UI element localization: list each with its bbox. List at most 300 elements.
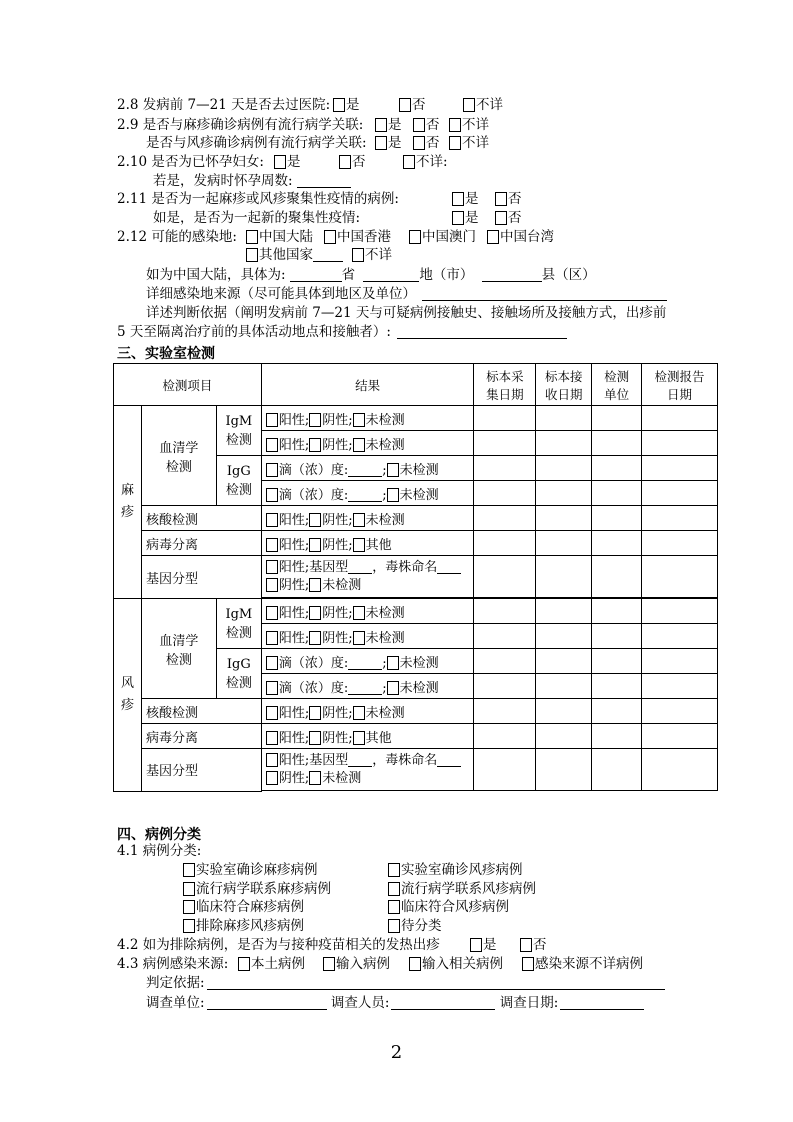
date-cell[interactable] <box>642 624 718 649</box>
checkbox[interactable] <box>413 136 425 150</box>
checkbox[interactable] <box>266 771 278 785</box>
isolation-label: 病毒分离 <box>141 531 261 556</box>
strain-field[interactable] <box>437 559 461 574</box>
checkbox[interactable] <box>375 136 387 150</box>
checkbox[interactable] <box>246 230 258 244</box>
option-label: 未检测 <box>365 512 405 528</box>
checkbox[interactable] <box>266 513 278 527</box>
option-label: 不详 <box>462 117 489 133</box>
option-label: 未检测 <box>365 437 405 453</box>
checkbox[interactable] <box>266 656 278 670</box>
checkbox[interactable] <box>353 413 365 427</box>
investigation-date-label: 调查日期: <box>499 995 559 1011</box>
cell-text: IgG <box>226 463 251 479</box>
checkbox[interactable] <box>309 538 321 552</box>
checkbox[interactable] <box>487 230 499 244</box>
classification-left-1 <box>183 861 318 879</box>
checkbox[interactable] <box>409 230 421 244</box>
section-4-heading: 四、病例分类 <box>117 827 201 843</box>
option-label: 阳性; <box>278 512 310 528</box>
option-label: 是 <box>388 117 402 133</box>
date-cell[interactable] <box>642 406 718 431</box>
date-cell[interactable] <box>536 406 592 431</box>
checkbox[interactable] <box>238 957 250 971</box>
result-cell <box>261 674 474 699</box>
q2-12-label: 2.12 可能的感染地: <box>117 229 237 245</box>
date-cell[interactable] <box>474 506 536 531</box>
option-label: 不详 <box>476 97 503 113</box>
option-label: 否 <box>426 117 440 133</box>
county-label: 县（区） <box>541 267 596 283</box>
option-label: 阳性; <box>278 437 310 453</box>
q2-10-weeks-row <box>153 172 351 190</box>
checkbox[interactable] <box>388 900 400 914</box>
date-cell[interactable] <box>642 431 718 456</box>
date-cell[interactable] <box>474 456 536 481</box>
other-country-field[interactable] <box>313 247 343 262</box>
unit-cell[interactable] <box>592 749 642 791</box>
checkbox[interactable] <box>452 192 464 206</box>
checkbox[interactable] <box>309 771 321 785</box>
checkbox[interactable] <box>520 938 532 952</box>
checkbox[interactable] <box>495 192 507 206</box>
pregnancy-weeks-label: 若是，发病时怀孕周数: <box>153 173 293 189</box>
option-label: 阴性; <box>322 537 353 553</box>
q2-10-row <box>117 153 448 171</box>
date-cell[interactable] <box>474 556 536 598</box>
unit-cell[interactable] <box>592 699 642 724</box>
checkbox[interactable] <box>388 863 400 877</box>
option-label: 不详: <box>416 154 448 170</box>
checkbox[interactable] <box>339 155 351 169</box>
checkbox[interactable] <box>409 957 421 971</box>
q2-11b-label: 如是，是否为一起新的聚集性疫情: <box>153 210 361 226</box>
option-label: 感染来源不详病例 <box>535 956 643 972</box>
basis-text-1: 详述判断依据（阐明发病前 7—21 天与可疑病例接触史、接触场所及接触方式，出疹前 <box>146 305 667 321</box>
result-cell <box>261 699 474 724</box>
classification-left-4 <box>183 917 304 935</box>
checkbox[interactable] <box>375 118 387 132</box>
checkbox[interactable] <box>449 136 461 150</box>
date-cell[interactable] <box>536 481 592 506</box>
q4-3-row <box>117 955 643 973</box>
option-label: 是 <box>465 191 479 207</box>
option-label: 是 <box>483 937 497 953</box>
checkbox[interactable] <box>353 731 365 745</box>
option-label: 输入病例 <box>336 956 390 972</box>
genotype-field[interactable] <box>348 559 372 574</box>
option-label: 未检测 <box>322 577 362 593</box>
option-label: 流行病学联系风疹病例 <box>401 881 536 897</box>
checkbox[interactable] <box>183 900 195 914</box>
date-cell[interactable] <box>474 724 536 749</box>
cell-text: 检测 <box>225 482 252 498</box>
basis-row <box>146 974 665 992</box>
date-cell[interactable] <box>474 481 536 506</box>
date-cell[interactable] <box>474 649 536 674</box>
separator: ; <box>382 655 387 671</box>
checkbox[interactable] <box>413 118 425 132</box>
q2-12-row2 <box>246 246 392 264</box>
igg-label <box>216 649 261 699</box>
checkbox[interactable] <box>399 98 411 112</box>
option-label: 其他 <box>365 537 392 553</box>
cell-text: 检测 <box>225 675 252 691</box>
igm-label <box>216 599 261 649</box>
result-cell <box>261 599 474 624</box>
classification-right-3 <box>388 898 509 916</box>
option-label: ，毒株命名 <box>372 752 438 768</box>
separator: ; <box>382 487 387 503</box>
checkbox[interactable] <box>387 681 399 695</box>
unit-cell[interactable] <box>592 431 642 456</box>
result-cell <box>261 749 474 791</box>
checkbox[interactable] <box>309 578 321 592</box>
result-cell <box>261 724 474 749</box>
checkbox[interactable] <box>352 248 364 262</box>
date-cell[interactable] <box>642 749 718 791</box>
q4-1-label: 4.1 病例分类: <box>117 843 202 859</box>
option-label: 否 <box>508 191 522 207</box>
date-cell[interactable] <box>536 556 592 598</box>
option-label: 阴性; <box>322 630 353 646</box>
header-text: 标本接 <box>544 368 583 384</box>
basis-label: 判定依据: <box>146 975 205 991</box>
classification-left-3 <box>183 898 304 916</box>
checkbox[interactable] <box>309 731 321 745</box>
checkbox[interactable] <box>309 631 321 645</box>
province-field[interactable] <box>290 267 342 282</box>
nucleic-label: 核酸检测 <box>141 506 261 531</box>
unit-cell[interactable] <box>592 406 642 431</box>
checkbox[interactable] <box>266 753 278 767</box>
classification-right-4 <box>388 917 442 935</box>
header-text: 检测报告 <box>654 368 705 384</box>
checkbox[interactable] <box>266 538 278 552</box>
date-cell[interactable] <box>474 699 536 724</box>
date-cell[interactable] <box>474 749 536 791</box>
date-cell[interactable] <box>536 724 592 749</box>
option-label: 滴（浓）度: <box>278 487 349 503</box>
investigator-field[interactable] <box>391 995 495 1010</box>
header-text: 日期 <box>667 386 693 402</box>
checkbox[interactable] <box>266 438 278 452</box>
measles-label <box>114 406 142 599</box>
option-label: 阳性;基因型 <box>278 752 349 768</box>
checkbox[interactable] <box>323 957 335 971</box>
unit-cell[interactable] <box>592 456 642 481</box>
checkbox[interactable] <box>309 706 321 720</box>
checkbox[interactable] <box>324 230 336 244</box>
mainland-detail-label: 如为中国大陆，具体为: <box>146 267 286 283</box>
infection-source-field[interactable] <box>422 286 667 301</box>
checkbox[interactable] <box>266 413 278 427</box>
date-cell[interactable] <box>642 649 718 674</box>
pregnancy-weeks-field[interactable] <box>297 173 351 188</box>
investigation-unit-field[interactable] <box>207 995 327 1010</box>
date-cell[interactable] <box>536 674 592 699</box>
cell-text: 检测 <box>225 625 252 641</box>
unit-cell[interactable] <box>592 624 642 649</box>
unit-cell[interactable] <box>592 724 642 749</box>
cell-text: IgG <box>226 656 251 672</box>
genotype-label: 基因分型 <box>141 556 261 599</box>
q2-10-label: 2.10 是否为已怀孕妇女: <box>117 154 264 170</box>
checkbox[interactable] <box>309 438 321 452</box>
header-unit <box>592 364 642 406</box>
unit-cell[interactable] <box>592 531 642 556</box>
classification-left-2 <box>183 880 331 898</box>
spacer <box>261 791 717 792</box>
checkbox[interactable] <box>353 631 365 645</box>
date-cell[interactable] <box>536 531 592 556</box>
q4-2-label: 4.2 如为排除病例，是否为与接种疫苗相关的发热出疹 <box>117 937 440 953</box>
checkbox[interactable] <box>309 513 321 527</box>
unit-cell[interactable] <box>592 556 642 598</box>
group-char: 疹 <box>120 505 134 520</box>
basis-text-2: 5 天至隔离治疗前的具体活动地点和接触者）: <box>117 324 391 340</box>
checkbox[interactable] <box>449 118 461 132</box>
checkbox[interactable] <box>266 560 278 574</box>
option-label: 未检测 <box>365 605 405 621</box>
date-cell[interactable] <box>642 599 718 624</box>
section-3-heading: 三、实验室检测 <box>117 346 215 362</box>
option-label: 未检测 <box>365 412 405 428</box>
option-label: 未检测 <box>322 770 362 786</box>
checkbox[interactable] <box>266 578 278 592</box>
checkbox[interactable] <box>266 488 278 502</box>
checkbox[interactable] <box>353 606 365 620</box>
cell-text: 检测 <box>165 459 192 475</box>
activity-field[interactable] <box>397 324 567 339</box>
checkbox[interactable] <box>353 438 365 452</box>
q2-9a-label: 2.9 是否与麻疹确诊病例有流行病学关联: <box>117 117 364 133</box>
infection-source-label: 详细感染地来源（尽可能具体到地区及单位） <box>146 286 416 302</box>
checkbox[interactable] <box>387 463 399 477</box>
date-cell[interactable] <box>536 431 592 456</box>
cell-text: IgM <box>225 606 253 622</box>
checkbox[interactable] <box>183 863 195 877</box>
igm-label <box>216 406 261 456</box>
unit-cell[interactable] <box>592 481 642 506</box>
result-cell <box>261 556 474 598</box>
date-cell[interactable] <box>642 699 718 724</box>
option-label: 否 <box>426 135 440 151</box>
option-label: 滴（浓）度: <box>278 680 349 696</box>
county-field[interactable] <box>482 267 542 282</box>
checkbox[interactable] <box>470 938 482 952</box>
q4-2-row <box>117 936 547 954</box>
result-cell <box>261 481 474 506</box>
date-cell[interactable] <box>536 599 592 624</box>
date-cell[interactable] <box>642 556 718 598</box>
result-cell <box>261 456 474 481</box>
checkbox[interactable] <box>333 98 345 112</box>
checkbox[interactable] <box>495 211 507 225</box>
option-label: 临床符合麻疹病例 <box>196 899 304 915</box>
option-label: 未检测 <box>365 630 405 646</box>
checkbox[interactable] <box>246 248 258 262</box>
option-label: 未检测 <box>399 655 439 671</box>
q2-12-detail-row <box>146 266 596 284</box>
checkbox[interactable] <box>266 706 278 720</box>
checkbox[interactable] <box>183 919 195 933</box>
q2-8-row <box>117 96 503 114</box>
option-label: 输入相关病例 <box>422 956 503 972</box>
header-report-date <box>642 364 718 406</box>
date-cell[interactable] <box>536 699 592 724</box>
investigator-row <box>146 994 644 1012</box>
checkbox[interactable] <box>353 706 365 720</box>
cell-text: IgM <box>225 413 253 429</box>
checkbox[interactable] <box>266 731 278 745</box>
option-label: 阳性; <box>278 537 310 553</box>
date-cell[interactable] <box>642 674 718 699</box>
option-label: 滴（浓）度: <box>278 462 349 478</box>
nucleic-label: 核酸检测 <box>141 699 261 724</box>
option-label: 不详 <box>462 135 489 151</box>
checkbox[interactable] <box>309 413 321 427</box>
date-cell[interactable] <box>642 481 718 506</box>
titer-field[interactable] <box>348 655 382 670</box>
result-cell <box>261 506 474 531</box>
checkbox[interactable] <box>522 957 534 971</box>
basis-field[interactable] <box>207 975 665 990</box>
date-cell[interactable] <box>642 506 718 531</box>
option-label: 阴性; <box>278 770 310 786</box>
option-label: 未检测 <box>399 680 439 696</box>
titer-field[interactable] <box>348 462 382 477</box>
header-text: 集日期 <box>486 386 524 402</box>
cell-text: 血清学 <box>159 440 199 456</box>
option-label: 中国香港 <box>337 229 391 245</box>
date-cell[interactable] <box>474 431 536 456</box>
option-label: 阴性; <box>278 577 310 593</box>
option-label: 是 <box>465 210 479 226</box>
date-cell[interactable] <box>536 456 592 481</box>
titer-field[interactable] <box>348 680 382 695</box>
date-cell[interactable] <box>642 724 718 749</box>
date-cell[interactable] <box>642 456 718 481</box>
option-label: 阴性; <box>322 730 353 746</box>
option-label: 阳性; <box>278 730 310 746</box>
option-label: 待分类 <box>401 918 442 934</box>
cell-text: 检测 <box>225 432 252 448</box>
infection-source-row <box>146 285 667 303</box>
date-cell[interactable] <box>474 406 536 431</box>
result-cell <box>261 531 474 556</box>
checkbox[interactable] <box>387 656 399 670</box>
option-label: 阳性; <box>278 705 310 721</box>
date-cell[interactable] <box>474 531 536 556</box>
option-label: 是 <box>287 154 301 170</box>
basis-row2 <box>117 323 567 341</box>
checkbox[interactable] <box>452 211 464 225</box>
header-text: 单位 <box>604 386 630 402</box>
separator: ; <box>382 462 387 478</box>
q2-11a-label: 2.11 是否为一起麻疹或风疹聚集性疫情的病例: <box>117 191 399 207</box>
option-label: 实验室确诊风疹病例 <box>401 862 523 878</box>
investigation-date-field[interactable] <box>560 995 644 1010</box>
option-label: 流行病学联系麻疹病例 <box>196 881 331 897</box>
date-cell[interactable] <box>642 531 718 556</box>
option-label: ，毒株命名 <box>372 559 438 575</box>
checkbox[interactable] <box>388 919 400 933</box>
q2-12-row <box>117 228 554 246</box>
option-label: 是 <box>388 135 402 151</box>
checkbox[interactable] <box>353 513 365 527</box>
option-label: 排除麻疹风疹病例 <box>196 918 304 934</box>
checkbox[interactable] <box>463 98 475 112</box>
group-char: 风 <box>120 675 134 691</box>
q2-8-label: 2.8 发病前 7—21 天是否去过医院: <box>117 97 331 113</box>
result-cell <box>261 406 474 431</box>
unit-cell[interactable] <box>592 674 642 699</box>
city-label: 地（市） <box>419 267 474 283</box>
checkbox[interactable] <box>403 155 415 169</box>
checkbox[interactable] <box>309 606 321 620</box>
checkbox[interactable] <box>266 681 278 695</box>
q4-3-label: 4.3 病例感染来源: <box>117 956 229 972</box>
unit-cell[interactable] <box>592 649 642 674</box>
option-label: 阳性; <box>278 412 310 428</box>
checkbox[interactable] <box>387 488 399 502</box>
unit-cell[interactable] <box>592 506 642 531</box>
checkbox[interactable] <box>274 155 286 169</box>
option-label: 未检测 <box>399 487 439 503</box>
titer-field[interactable] <box>348 487 382 502</box>
checkbox[interactable] <box>388 882 400 896</box>
option-label: 其他 <box>365 730 392 746</box>
option-label: 中国台湾 <box>500 229 554 245</box>
checkbox[interactable] <box>266 463 278 477</box>
basis-row1 <box>146 304 666 322</box>
date-cell[interactable] <box>536 649 592 674</box>
checkbox[interactable] <box>183 882 195 896</box>
date-cell[interactable] <box>474 624 536 649</box>
date-cell[interactable] <box>536 749 592 791</box>
cell-text: 检测 <box>165 652 192 668</box>
header-result: 结果 <box>261 364 474 406</box>
option-label: 否 <box>412 97 426 113</box>
strain-field[interactable] <box>437 752 461 767</box>
genotype-field[interactable] <box>348 752 372 767</box>
option-label: 阴性; <box>322 412 353 428</box>
igg-label <box>216 456 261 506</box>
date-cell[interactable] <box>474 599 536 624</box>
serology-label <box>141 406 216 506</box>
date-cell[interactable] <box>536 506 592 531</box>
checkbox[interactable] <box>353 538 365 552</box>
checkbox[interactable] <box>266 631 278 645</box>
genotype-label: 基因分型 <box>141 749 261 792</box>
investigator-label: 调查人员: <box>330 995 390 1011</box>
q2-9a-row <box>117 116 489 134</box>
city-field[interactable] <box>363 267 419 282</box>
header-item: 检测项目 <box>114 364 262 406</box>
date-cell[interactable] <box>474 674 536 699</box>
option-label: 否 <box>533 937 547 953</box>
checkbox[interactable] <box>266 606 278 620</box>
date-cell[interactable] <box>536 624 592 649</box>
result-cell <box>261 431 474 456</box>
option-label: 阳性; <box>278 605 310 621</box>
province-label: 省 <box>341 267 356 283</box>
unit-cell[interactable] <box>592 599 642 624</box>
result-cell <box>261 649 474 674</box>
option-label: 阳性;基因型 <box>278 559 349 575</box>
separator: ; <box>382 680 387 696</box>
